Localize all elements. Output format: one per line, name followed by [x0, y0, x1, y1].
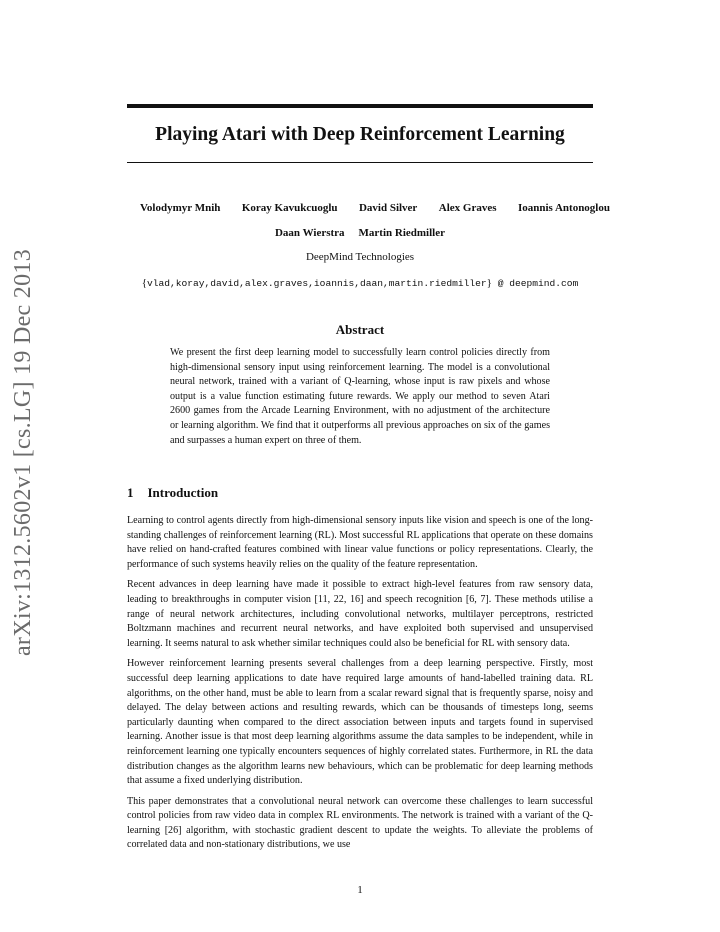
author-name: David Silver	[358, 202, 418, 214]
arxiv-identifier-text: arXiv:1312.5602v1 [cs.LG] 19 Dec 2013	[10, 248, 37, 656]
author-name: Koray Kavukcuoglu	[241, 202, 338, 214]
abstract-text: We present the first deep learning model to successfully learn control policies directly from high-dimensional sensory input using reinforcement learning. The model is a convolutional neural network, trained with a variant of Q-learning, whose input is raw pixels and whose output is a value function estimating future rewards. We apply our method to seven Atari 2600 games from the Arcade Learning Environment, with no adjustment of the architecture or learning algorithm. We find that it outperforms all previous approaches on six of the games and surpasses a human expert on three of them.	[170, 347, 550, 446]
author-name: Volodymyr Mnih	[140, 202, 221, 214]
author-name: Alex Graves	[438, 202, 497, 214]
author-name: Martin Riedmiller	[358, 227, 445, 239]
author-emails	[127, 277, 593, 289]
affiliation: DeepMind Technologies	[305, 251, 415, 263]
introduction-body	[127, 514, 593, 859]
section-title: Introduction	[147, 485, 219, 500]
title-top-rule	[127, 104, 593, 108]
paper-title: Playing Atari with Deep Reinforcement Learning	[155, 124, 565, 145]
body-paragraph: Learning to control agents directly from high-dimensional sensory inputs like vision and speech is one of the long-standing challenges of reinforcement learning (RL). Most successful RL applications that operate on these domains have relied on hand-crafted features combined with linear value functions or policy representations. Clearly, the performance of such systems heavily relies on the quality of the feature representation.	[127, 515, 593, 570]
title-bottom-rule	[127, 162, 593, 163]
arxiv-identifier-stamp	[6, 248, 42, 656]
section-number: 1	[127, 485, 134, 500]
section-heading	[127, 485, 218, 501]
body-paragraph: This paper demonstrates that a convolutional neural network can overcome these challenges to learn successful control policies from raw video data in complex RL environments. The network is trained with a variant of the Q-learning [26] algorithm, with stochastic gradient descent to update the weights. To alleviate the problems of correlated data and non-stationary distributions, we use	[127, 795, 593, 851]
email-close-brace: }	[486, 277, 492, 289]
author-name: Ioannis Antonoglou	[517, 202, 610, 214]
email-open-brace: {	[141, 277, 147, 289]
authors-row-2	[127, 227, 593, 239]
author-name: Daan Wierstra	[274, 227, 345, 239]
page-number: 1	[357, 884, 363, 896]
abstract-heading: Abstract	[335, 322, 385, 337]
body-paragraph: Recent advances in deep learning have made it possible to extract high-level features from raw sensory data, leading to breakthroughs in computer vision [11, 22, 16] and speech recognition [6, 7]. These methods utilise a range of neural network architectures, including convolutional networks, multilayer perceptrons, restricted Boltzmann machines and recurrent neural networks, and have exploited both supervised and unsupervised learning. It seems natural to ask whether similar techniques could also be beneficial for RL with sensory data.	[127, 579, 593, 649]
email-names: vlad,koray,david,alex.graves,ioannis,daan,martin.riedmiller	[146, 278, 487, 289]
body-paragraph: However reinforcement learning presents several challenges from a deep learning perspective. Firstly, most successful deep learning applications to date have required large amounts of hand-labelled training data. RL algorithms, on the other hand, must be able to learn from a scalar reward signal that is frequently sparse, noisy and delayed. The delay between actions and resulting rewards, which can be thousands of timesteps long, seems particularly daunting when compared to the direct association between inputs and targets found in supervised learning. Another issue is that most deep learning algorithms assume the data samples to be independent, while in reinforcement learning one typically encounters sequences of highly correlated states. Furthermore, in RL the data distribution changes as the algorithm learns new behaviours, which can be problematic for deep learning methods that assume a fixed underlying distribution.	[127, 658, 593, 787]
email-domain: @ deepmind.com	[491, 278, 579, 289]
authors-row-1	[140, 202, 610, 214]
